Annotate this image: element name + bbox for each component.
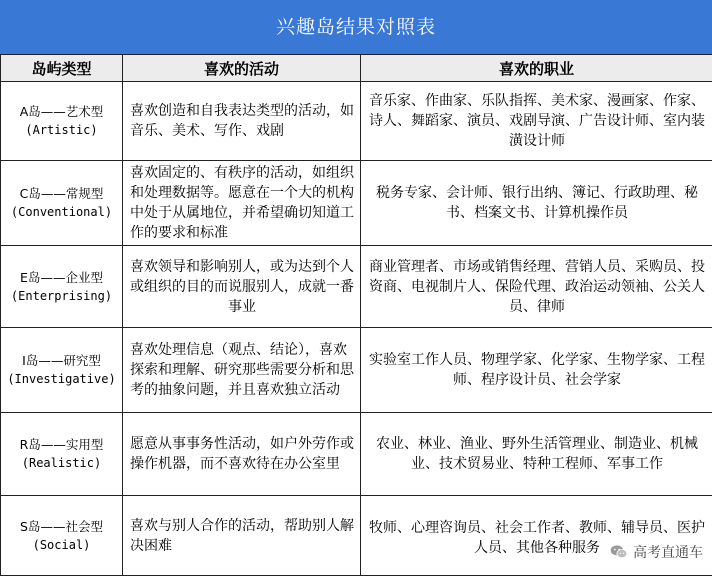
table-row-investigative xyxy=(1,328,712,413)
header-type: 岛屿类型 xyxy=(1,55,123,82)
island-type-cell xyxy=(1,82,123,161)
island-type-cell xyxy=(1,246,123,328)
table-row-social xyxy=(1,496,712,576)
island-type-cell xyxy=(1,413,123,496)
interest-island-table xyxy=(0,54,712,576)
island-type-name: S岛——社会型 xyxy=(20,519,103,534)
source-watermark xyxy=(606,541,706,563)
table-header-row xyxy=(1,55,712,82)
island-type-name: I岛——研究型 xyxy=(22,353,101,368)
island-type-name: C岛——常规型 xyxy=(20,186,104,201)
island-type-english: (Investigative) xyxy=(4,370,119,389)
island-type-cell xyxy=(1,328,123,413)
activities-cell: 喜欢固定的、有秩序的活动，如组织和处理数据等。愿意在一个大的机构中处于从属地位，并希望确切知道工作的要求和标准 xyxy=(123,161,361,246)
island-type-english: (Artistic) xyxy=(4,121,119,140)
careers-cell: 税务专家、会计师、银行出纳、簿记、行政助理、秘书、档案文书、计算机操作员 xyxy=(361,161,712,246)
watermark-text: 高考直通车 xyxy=(633,542,703,562)
careers-cell: 实验室工作人员、物理学家、化学家、生物学家、工程师、程序设计员、社会学家 xyxy=(361,328,712,413)
island-type-name: E岛——企业型 xyxy=(20,270,103,285)
table-row-enterprising xyxy=(1,246,712,328)
wechat-icon xyxy=(609,542,629,562)
table-row-artistic xyxy=(1,82,712,161)
island-type-name: R岛——实用型 xyxy=(20,437,104,452)
island-type-name: A岛——艺术型 xyxy=(20,104,104,119)
page-title: 兴趣岛结果对照表 xyxy=(0,0,712,54)
activities-cell: 喜欢创造和自我表达类型的活动，如音乐、美术、写作、戏剧 xyxy=(123,82,361,161)
careers-cell: 牧师、心理咨询员、社会工作者、教师、辅导员、医护人员、其他各种服务 xyxy=(361,496,712,576)
table-row-conventional xyxy=(1,161,712,246)
careers-cell: 商业管理者、市场或销售经理、营销人员、采购员、投资商、电视制片人、保险代理、政治运动领袖、公关人员、律师 xyxy=(361,246,712,328)
island-type-cell xyxy=(1,496,123,576)
activities-cell: 喜欢处理信息（观点、结论），喜欢探索和理解、研究那些需要分析和思考的抽象问题，并且喜欢独立活动 xyxy=(123,328,361,413)
activities-cell: 喜欢与别人合作的活动，帮助别人解决困难 xyxy=(123,496,361,576)
island-type-cell xyxy=(1,161,123,246)
header-activities: 喜欢的活动 xyxy=(123,55,361,82)
table-row-realistic xyxy=(1,413,712,496)
activities-cell: 愿意从事事务性活动，如户外劳作或操作机器，而不喜欢待在办公室里 xyxy=(123,413,361,496)
island-type-english: (Enterprising) xyxy=(4,287,119,306)
island-type-english: (Conventional) xyxy=(4,203,119,222)
island-type-english: (Realistic) xyxy=(4,454,119,473)
activities-cell: 喜欢领导和影响别人，或为达到个人或组织的目的而说服别人，成就一番事业 xyxy=(123,246,361,328)
careers-cell: 音乐家、作曲家、乐队指挥、美术家、漫画家、作家、诗人、舞蹈家、演员、戏剧导演、广告设计师、室内装潢设计师 xyxy=(361,82,712,161)
header-careers: 喜欢的职业 xyxy=(361,55,712,82)
island-type-english: (Social) xyxy=(4,536,119,555)
careers-cell: 农业、林业、渔业、野外生活管理业、制造业、机械业、技术贸易业、特种工程师、军事工作 xyxy=(361,413,712,496)
